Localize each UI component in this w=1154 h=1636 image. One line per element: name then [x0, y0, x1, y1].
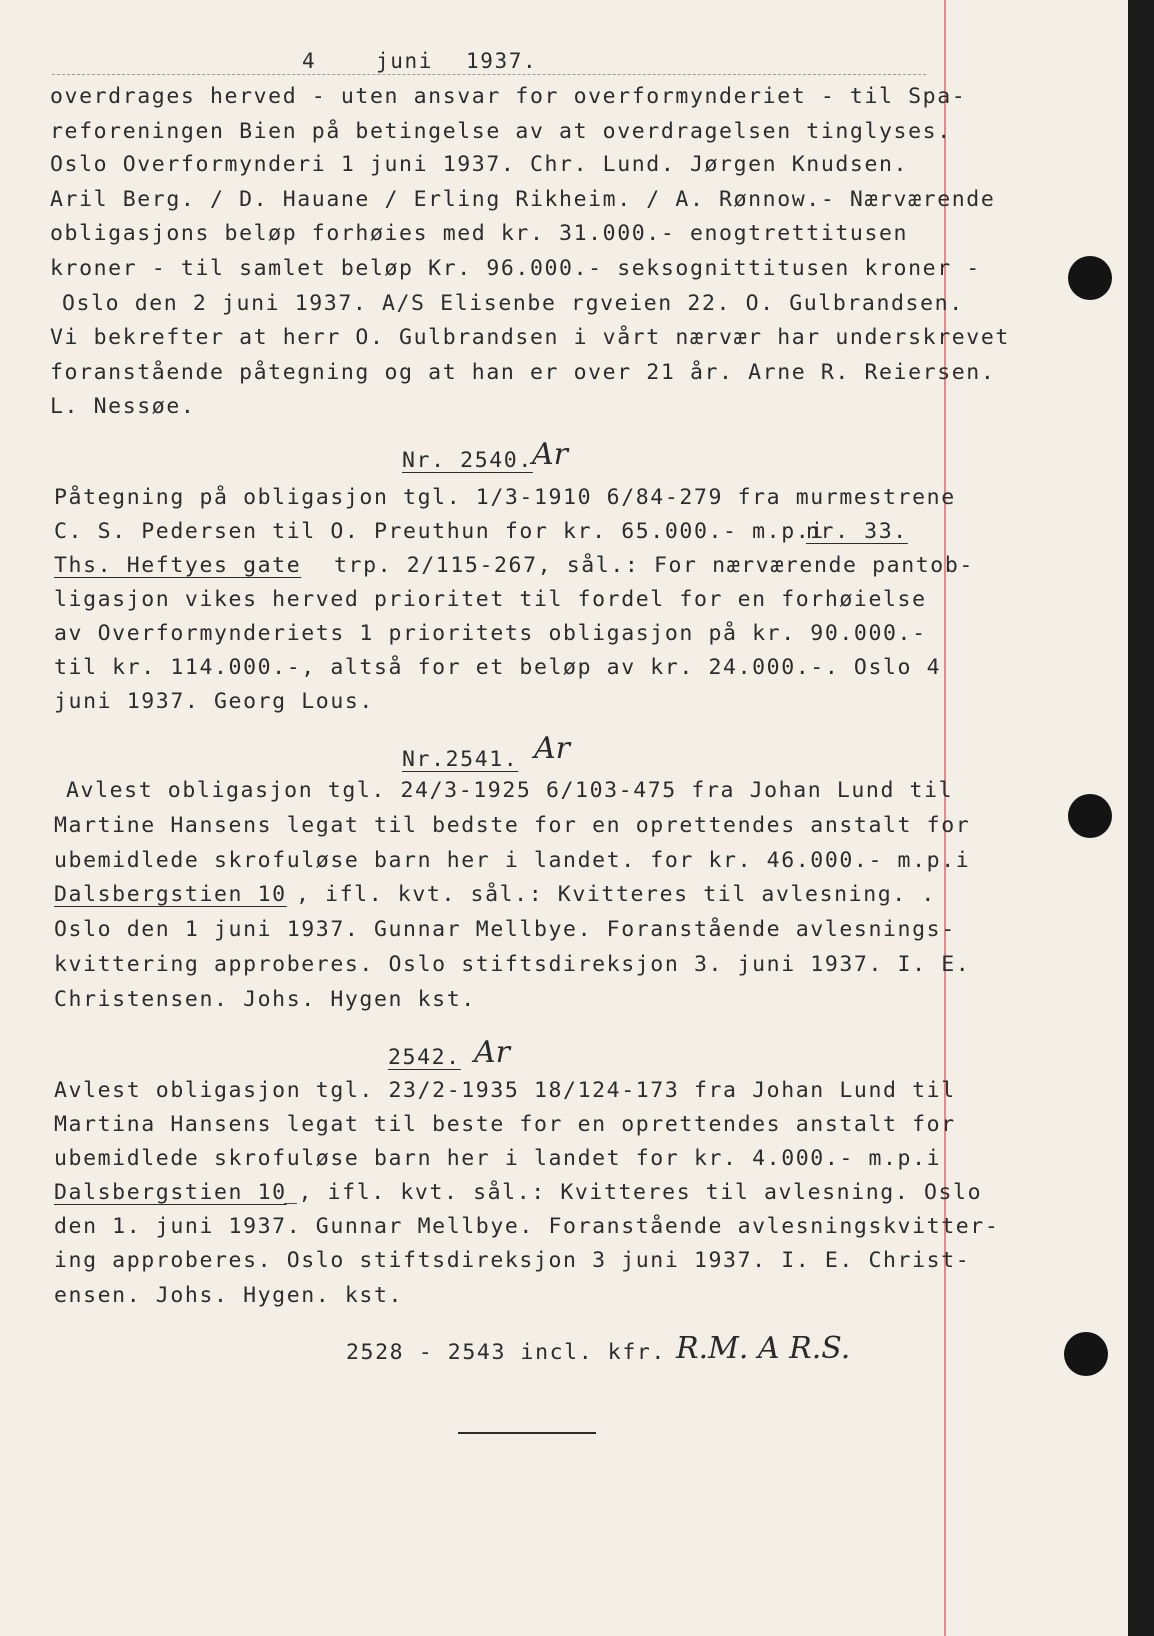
header-year: 1937. [466, 49, 538, 73]
handwritten-initials: R.M. A R.S. [676, 1331, 851, 1366]
text-line: Vi bekrefter at herr O. Gulbrandsen i vårt nærvær har underskrevet [50, 325, 1010, 350]
text-line: reforeningen Bien på betingelse av at overdragelsen tinglyses. [50, 119, 952, 144]
handwritten-address: nr. 33. [806, 519, 908, 544]
header-dotted-rule [52, 74, 926, 75]
text-line: juni 1937. Georg Lous. [54, 689, 374, 714]
text-line: ensen. Johs. Hygen. kst. [54, 1283, 404, 1308]
entry-number: Nr. 2540. [402, 448, 533, 473]
entry-number: 2542. [388, 1045, 461, 1070]
text-line: til kr. 114.000.-, altså for et beløp av kr. 24.000.-. Oslo 4 [54, 655, 942, 680]
text-line: Avlest obligasjon tgl. 23/2-1935 18/124-173 fra Johan Lund til [54, 1078, 956, 1103]
handwritten-address: Ths. Heftyes gate [54, 553, 302, 578]
handwritten-address: Dalsbergstien 10 [54, 882, 287, 907]
text-line: ubemidlede skrofuløse barn her i landet for kr. 4.000.- m.p.i [54, 1146, 942, 1171]
text-line: Christensen. Johs. Hygen kst. [54, 987, 476, 1012]
text-line: ing approberes. Oslo stiftsdireksjon 3 juni 1937. I. E. Christ- [54, 1248, 971, 1273]
text-line: Martina Hansens legat til beste for en oprettendes anstalt for [54, 1112, 956, 1137]
text-line: L. Nessøe. [50, 394, 196, 419]
text-line: overdrages herved - uten ansvar for overformynderiet - til Spa- [50, 84, 967, 109]
punch-hole [1068, 794, 1112, 838]
text-line: Oslo Overformynderi 1 juni 1937. Chr. Lund. Jørgen Knudsen. [50, 152, 909, 177]
text-line: Påtegning på obligasjon tgl. 1/3-1910 6/84-279 fra murmestrene [54, 485, 956, 510]
handwritten-initials: Ar [534, 731, 571, 766]
text-line: foranstående påtegning og at han er over 21 år. Arne R. Reiersen. [50, 360, 996, 385]
closing-rule [458, 1432, 596, 1434]
footer-range: 2528 - 2543 incl. kfr. [346, 1340, 666, 1365]
text-line: av Overformynderiets 1 prioritets obligasjon på kr. 90.000.- [54, 621, 927, 646]
text-line: C. S. Pedersen til O. Preuthun for kr. 65.000.- m.p.i [54, 519, 825, 544]
handwritten-initials: Ar [532, 437, 569, 472]
text-line: ligasjon vikes herved prioritet til fordel for en forhøielse [54, 587, 927, 612]
punch-hole [1064, 1332, 1108, 1376]
text-line: den 1. juni 1937. Gunnar Mellbye. Foranstående avlesningskvitter- [54, 1214, 1000, 1239]
handwritten-address: Dalsbergstien 10 [54, 1180, 287, 1205]
text-line: _, ifl. kvt. sål.: Kvitteres til avlesning. Oslo [284, 1180, 983, 1205]
text-line: Aril Berg. / D. Hauane / Erling Rikheim. / A. Rønnow.- Nærværende [50, 187, 996, 212]
punch-hole [1068, 256, 1112, 300]
text-line: obligasjons beløp forhøies med kr. 31.000.- enogtrettitusen [50, 221, 909, 246]
text-line: ubemidlede skrofuløse barn her i landet. for kr. 46.000.- m.p.i [54, 848, 971, 873]
text-line: , ifl. kvt. sål.: Kvitteres til avlesning. . [296, 882, 936, 907]
text-line: Martine Hansens legat til bedste for en oprettendes anstalt for [54, 813, 971, 838]
text-line: Oslo den 2 juni 1937. A/S Elisenbe rgveien 22. O. Gulbrandsen. [62, 291, 964, 316]
handwritten-initials: Ar [474, 1035, 511, 1070]
text-line: trp. 2/115-267, sål.: For nærværende pantob- [334, 553, 974, 578]
text-line: Avlest obligasjon tgl. 24/3-1925 6/103-475 fra Johan Lund til [66, 778, 954, 803]
text-line: kroner - til samlet beløp Kr. 96.000.- seksognittitusen kroner - [50, 256, 981, 281]
header-month: juni [376, 49, 433, 73]
header-day: 4 [302, 49, 317, 73]
text-line: Oslo den 1 juni 1937. Gunnar Mellbye. Foranstående avlesnings- [54, 917, 956, 942]
text-line: kvittering approberes. Oslo stiftsdireksjon 3. juni 1937. I. E. [54, 952, 971, 977]
entry-number: Nr.2541. [402, 747, 519, 772]
